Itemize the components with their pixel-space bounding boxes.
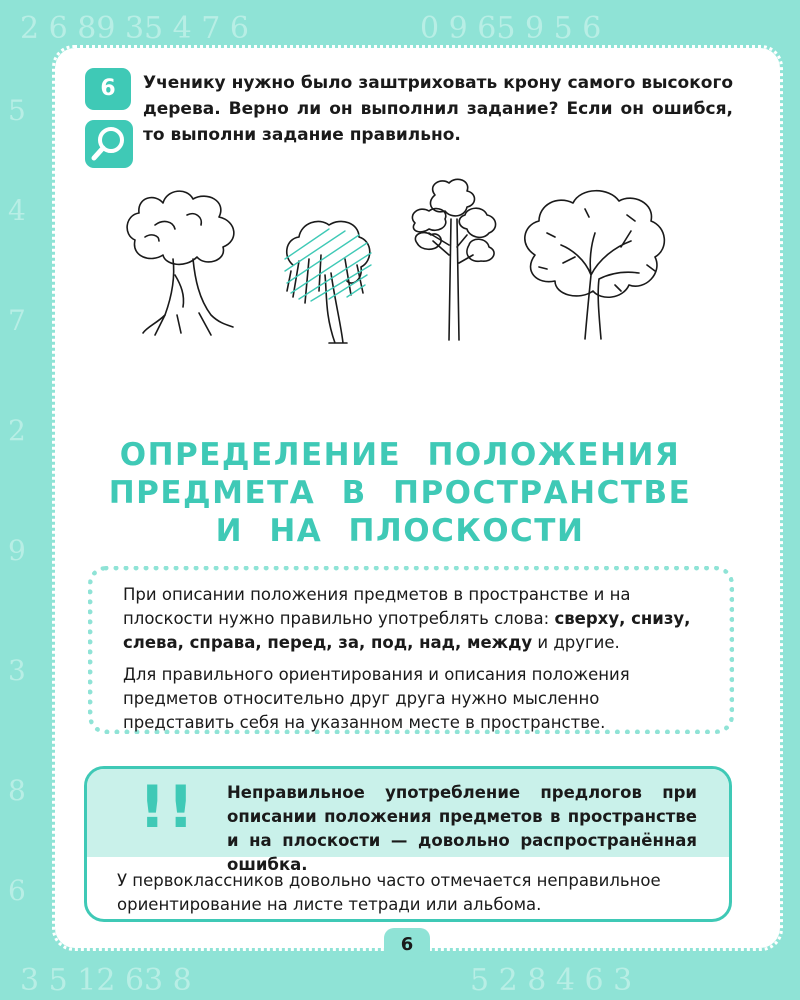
svg-text:5: 5 — [8, 94, 26, 127]
svg-text:4: 4 — [8, 194, 26, 227]
trees-illustration — [115, 175, 695, 350]
svg-text:0 9 65 9 5 6: 0 9 65 9 5 6 — [420, 11, 602, 46]
svg-text:7: 7 — [8, 304, 26, 337]
task-text: Ученику нужно было заштриховать крону самого высокого дерева. Верно ли он выполнил задание? Если он ошибся, то выполни задание правильно. — [143, 73, 733, 145]
section-title-line-1: ОПРЕДЕЛЕНИЕ ПОЛОЖЕНИЯ — [119, 437, 681, 473]
section-title — [100, 436, 700, 550]
rule-key-words: сверху, снизу, слева, справа, перед, за, под, над, между — [123, 609, 691, 652]
svg-text:2: 2 — [8, 414, 26, 447]
page-number: 6 — [384, 928, 430, 962]
warning-text: У первоклассников довольно часто отмечается неправильное ориентирование на листе тетради или альбома. — [117, 871, 661, 914]
leafy-tree — [525, 191, 665, 339]
svg-text:8: 8 — [8, 774, 26, 807]
svg-text:3: 3 — [8, 654, 26, 687]
svg-text:3 5 12 63 8: 3 5 12 63 8 — [20, 963, 192, 998]
warning-box — [84, 766, 732, 922]
rule-text-end: и другие. — [532, 633, 620, 652]
warning-bold-text: Неправильное употребление предлогов при описании положения предметов в пространстве и на плоскости — довольно распространённая ошибка. — [227, 783, 697, 874]
rule-text-start: При описании положения предметов в пространстве и на плоскости нужно правильно употреблять слова: — [123, 585, 631, 628]
exclamation-icon: !! — [139, 773, 196, 841]
rule-paragraph-1 — [123, 583, 711, 655]
task-number-badge: 6 — [85, 68, 131, 110]
svg-text:6: 6 — [8, 874, 26, 907]
svg-text:2 6 89 35 4 7 6: 2 6 89 35 4 7 6 — [20, 11, 249, 46]
oak-tree — [127, 191, 234, 335]
pine-tree — [412, 179, 495, 340]
rule-box — [88, 566, 734, 734]
rule-paragraph-2: Для правильного ориентирования и описания положения предметов относительно друг друга нужно мысленно представить себя на указанном месте в пространстве. — [123, 665, 630, 732]
svg-text:5 2 8 4 6 3: 5 2 8 4 6 3 — [470, 963, 633, 998]
magnifier-icon — [85, 120, 133, 168]
section-title-line-2: ПРЕДМЕТА В ПРОСТРАНСТВЕ — [108, 475, 692, 511]
svg-text:9: 9 — [8, 534, 26, 567]
willow-tree — [285, 221, 371, 343]
section-title-line-3: И НА ПЛОСКОСТИ — [215, 513, 585, 549]
